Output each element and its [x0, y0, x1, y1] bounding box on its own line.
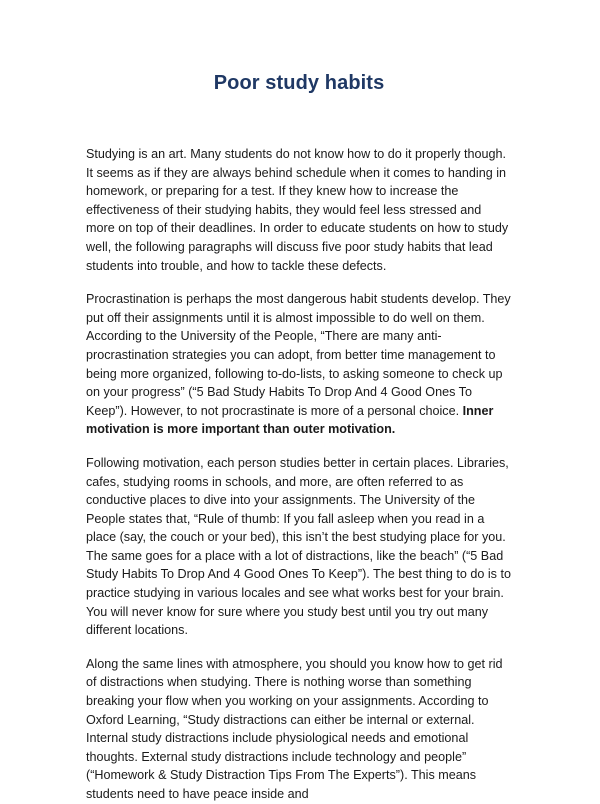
paragraph-text: Along the same lines with atmosphere, you should you know how to get rid of distractions when studying. There is nothing worse than something breaking your flow when you working on your assignments. According to Oxford Learning, “Study distractions can either be internal or external. Internal study distractions include physiological needs and emotional thoughts. External study distractions include technology and people” (“Homework & Study Distraction Tips From The Experts”). This means students need to have peace inside and [86, 656, 503, 801]
paragraph-text: Studying is an art. Many students do not know how to do it properly though. It seems as if they are always behind schedule when it comes to handing in homework, or preparing for a test. If they knew how to increase the effectiveness of their studying habits, they would feel less stressed and more on top of their deadlines. In order to educate students on how to study well, the following paragraphs will discuss five poor study habits that lead students into trouble, and how to tackle these defects. [86, 147, 509, 273]
paragraph-text: Procrastination is perhaps the most dangerous habit students develop. They put off their assignments until it is almost impossible to do well on them. According to the University of the People, “There are many anti-procrastination strategies you can adopt, from better time management to being more organized, following to-do-lists, to asking someone to check up on your progress” (“5 Bad Study Habits To Drop And 4 Good Ones To Keep”). However, to not procrastinate is more of a personal choice. [86, 292, 511, 418]
paragraph-text: Following motivation, each person studies better in certain places. Libraries, cafes, studying rooms in schools, and more, are often referred to as conductive places to dive into your assignments. The University of the People states that, “Rule of thumb: If you fall asleep when you read in a place (say, the couch or your bed), this isn’t the best studying place for you. The same goes for a place with a lot of distractions, like the beach” (“5 Bad Study Habits To Drop And 4 Good Ones To Keep”). The best thing to do is to practice studying in various locales and see what works best for your brain. You will never know for sure where you study best until you try out many different locations. [86, 455, 511, 638]
document-title: Poor study habits [213, 72, 385, 94]
paragraph-intro [86, 145, 512, 275]
paragraph-location [86, 454, 512, 640]
paragraph-distractions [86, 655, 512, 804]
paragraph-procrastination [86, 290, 512, 439]
bold-emphasis: Inner motivation is more important than outer motivation. [86, 403, 494, 437]
